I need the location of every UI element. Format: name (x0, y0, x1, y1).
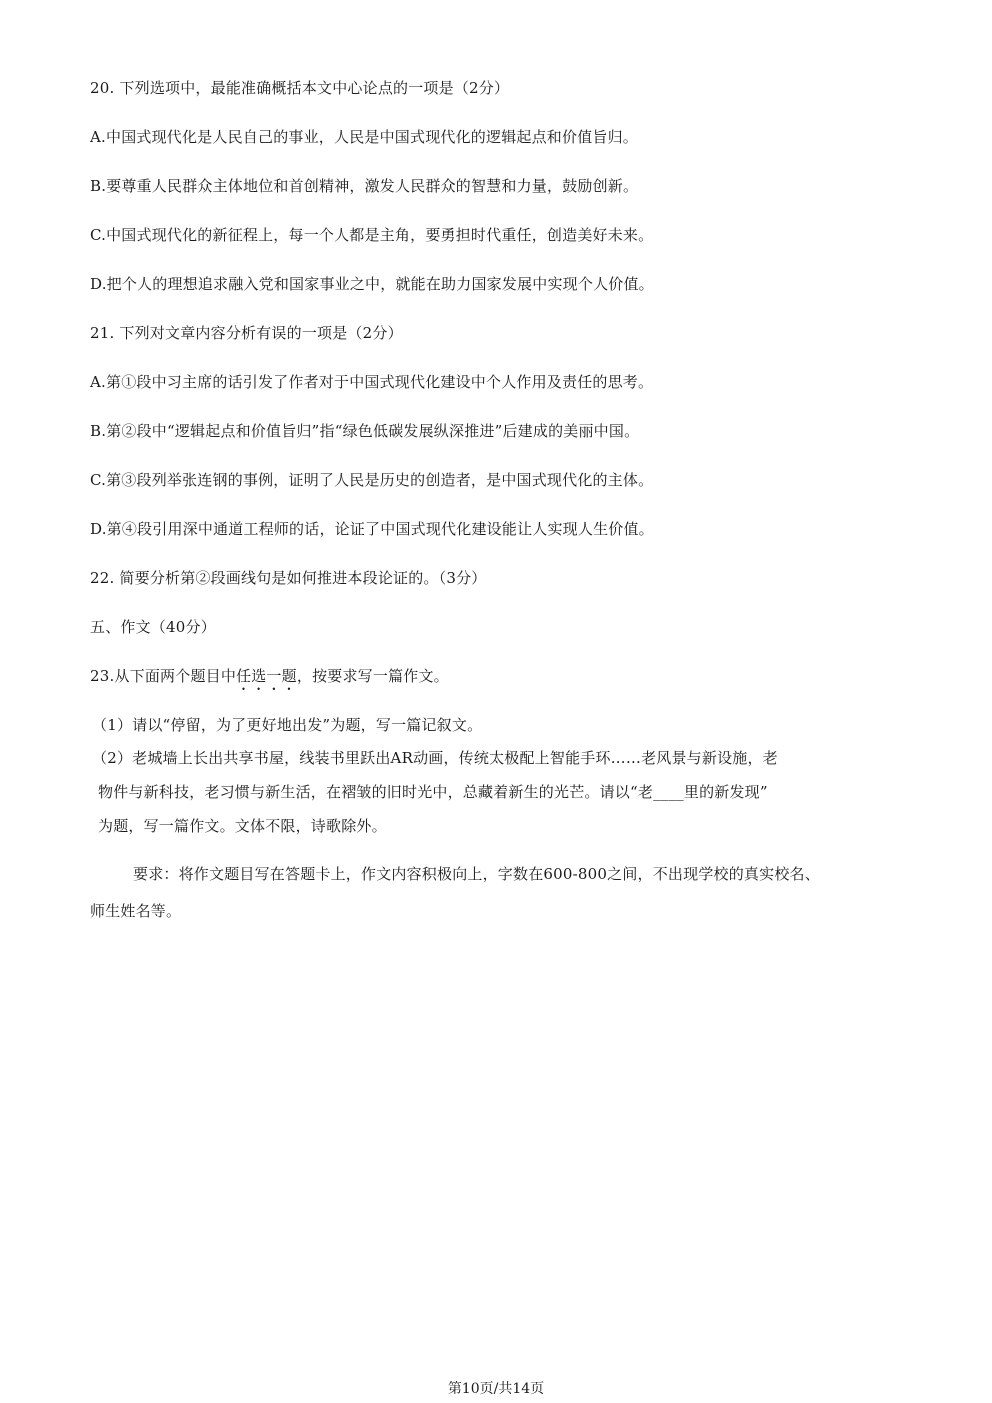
section-title: 五、作文（40分） (90, 618, 216, 636)
q20-option-c: C.中国式现代化的新征程上，每一个人都是主角，要勇担时代重任，创造美好未来。 (90, 226, 654, 244)
q20-option-a: A.中国式现代化是人民自己的事业，人民是中国式现代化的逻辑起点和价值旨归。 (90, 128, 639, 146)
q20-option-d: D.把个人的理想追求融入党和国家事业之中，就能在助力国家发展中实现个人价值。 (90, 275, 654, 293)
q21-option-b: B.第②段中“逻辑起点和价值旨归”指“绿色低碳发展纵深推进”后建成的美丽中国。 (90, 422, 640, 440)
q21-option-a: A.第①段中习主席的话引发了作者对于中国式现代化建设中个人作用及责任的思考。 (90, 373, 654, 391)
requirement-line-2: 师生姓名等。 (90, 902, 182, 920)
q21-stem: 21. 下列对文章内容分析有误的一项是（2分） (90, 324, 403, 342)
q23-option-2-line-3: 为题，写一篇作文。文体不限，诗歌除外。 (98, 817, 387, 835)
q21-option-c: C.第③段列举张连钢的事例，证明了人民是历史的创造者，是中国式现代化的主体。 (90, 471, 654, 489)
q23-stem-before: 23.从下面两个题目中 (90, 667, 237, 685)
q23-stem-after: ，按要求写一篇作文。 (296, 667, 449, 685)
requirement-line-1: 要求：将作文题目写在答题卡上，作文内容积极向上，字数在600-800之间，不出现学校的真实校名、 (133, 865, 820, 883)
q23-emphasis: 任选一题 (236, 667, 297, 685)
q23-option-2-line-1: （2）老城墙上长出共享书屋，线装书里跃出AR动画，传统太极配上智能手环……老风景与新设施，老 (92, 749, 778, 767)
q23-stem (90, 666, 449, 694)
q20-stem: 20. 下列选项中，最能准确概括本文中心论点的一项是（2分） (90, 79, 510, 97)
q23-option-1: （1）请以“停留，为了更好地出发”为题，写一篇记叙文。 (92, 716, 483, 734)
page-number: 第10页/共14页 (447, 1381, 545, 1397)
q22-stem: 22. 简要分析第②段画线句是如何推进本段论证的。（3分） (90, 569, 487, 587)
q20-option-b: B.要尊重人民群众主体地位和首创精神，激发人民群众的智慧和力量，鼓励创新。 (90, 177, 639, 195)
q21-option-d: D.第④段引用深中通道工程师的话，论证了中国式现代化建设能让人实现人生价值。 (90, 520, 654, 538)
q23-option-2-line-2: 物件与新科技，老习惯与新生活，在褶皱的旧时光中，总藏着新生的光芒。请以“老____里的新发现” (98, 783, 768, 801)
